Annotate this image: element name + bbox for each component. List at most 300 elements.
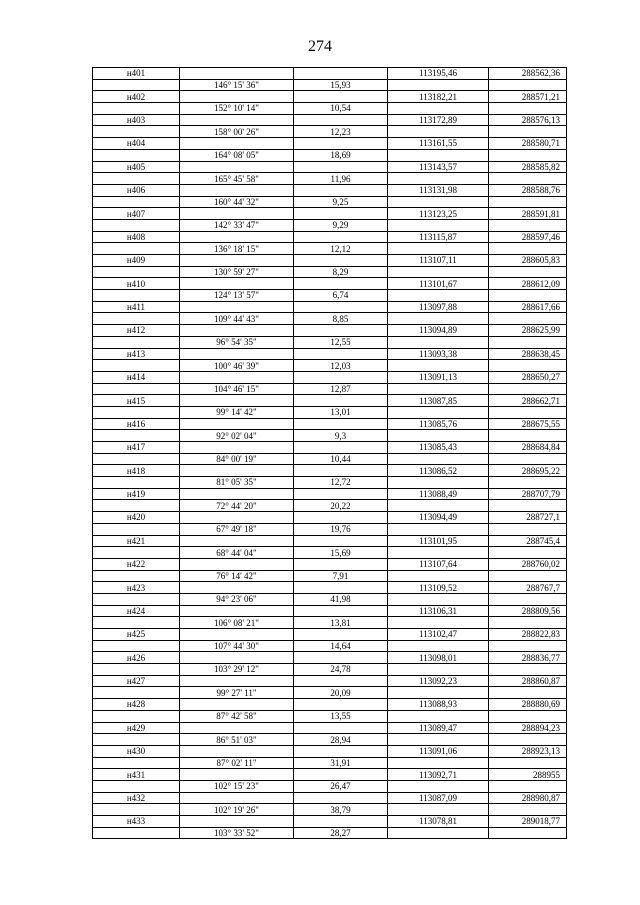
empty-cell xyxy=(388,547,489,559)
empty-cell xyxy=(388,780,489,792)
coordinate-y: 288707,79 xyxy=(489,488,567,500)
empty-cell xyxy=(180,325,294,337)
coordinate-y: 288809,56 xyxy=(489,605,567,617)
empty-cell xyxy=(489,477,567,489)
segment-distance: 13,55 xyxy=(294,710,388,722)
coordinate-y: 288597,46 xyxy=(489,231,567,243)
empty-cell xyxy=(388,313,489,325)
point-row xyxy=(93,652,567,664)
coordinate-x: 113089,47 xyxy=(388,722,489,734)
empty-cell xyxy=(180,465,294,477)
coordinate-x: 113094,89 xyxy=(388,325,489,337)
empty-cell xyxy=(489,336,567,348)
empty-cell xyxy=(294,582,388,594)
coordinate-y: 288662,71 xyxy=(489,395,567,407)
empty-cell xyxy=(294,535,388,547)
point-name: н428 xyxy=(93,699,180,711)
coordinate-x: 113102,47 xyxy=(388,629,489,641)
point-row xyxy=(93,184,567,196)
empty-cell xyxy=(294,278,388,290)
coordinate-x: 113115,87 xyxy=(388,231,489,243)
empty-cell xyxy=(489,523,567,535)
direction-angle: 87° 02' 11" xyxy=(180,757,294,769)
segment-distance: 28,27 xyxy=(294,827,388,839)
empty-cell xyxy=(93,406,180,418)
segment-distance: 31,91 xyxy=(294,757,388,769)
coordinate-x: 113123,25 xyxy=(388,208,489,220)
segment-row xyxy=(93,687,567,699)
segment-row xyxy=(93,406,567,418)
point-name: н432 xyxy=(93,792,180,804)
coordinate-x: 113097,88 xyxy=(388,301,489,313)
segment-row xyxy=(93,126,567,138)
empty-cell xyxy=(489,453,567,465)
coordinate-y: 288562,36 xyxy=(489,68,567,80)
empty-cell xyxy=(489,173,567,185)
coordinate-y: 288625,99 xyxy=(489,325,567,337)
empty-cell xyxy=(93,523,180,535)
empty-cell xyxy=(388,617,489,629)
empty-cell xyxy=(388,430,489,442)
empty-cell xyxy=(489,383,567,395)
coordinate-x: 113143,57 xyxy=(388,161,489,173)
point-name: н408 xyxy=(93,231,180,243)
empty-cell xyxy=(489,617,567,629)
point-row xyxy=(93,488,567,500)
empty-cell xyxy=(388,570,489,582)
empty-cell xyxy=(388,687,489,699)
coordinate-y: 288591,81 xyxy=(489,208,567,220)
point-name: н406 xyxy=(93,184,180,196)
point-row xyxy=(93,255,567,267)
coordinate-x: 113106,31 xyxy=(388,605,489,617)
empty-cell xyxy=(388,219,489,231)
segment-distance: 8,85 xyxy=(294,313,388,325)
empty-cell xyxy=(489,664,567,676)
segment-distance: 18,69 xyxy=(294,149,388,161)
empty-cell xyxy=(489,547,567,559)
point-row xyxy=(93,114,567,126)
segment-row xyxy=(93,290,567,302)
coordinate-y: 288955 xyxy=(489,769,567,781)
point-row xyxy=(93,208,567,220)
empty-cell xyxy=(93,79,180,91)
segment-distance: 10,44 xyxy=(294,453,388,465)
segment-row xyxy=(93,266,567,278)
empty-cell xyxy=(180,792,294,804)
direction-angle: 146° 15' 36" xyxy=(180,79,294,91)
empty-cell xyxy=(294,255,388,267)
segment-row xyxy=(93,780,567,792)
direction-angle: 99° 14' 42" xyxy=(180,406,294,418)
segment-row xyxy=(93,827,567,839)
direction-angle: 103° 29' 12" xyxy=(180,664,294,676)
empty-cell xyxy=(388,710,489,722)
point-row xyxy=(93,582,567,594)
coordinate-x: 113088,49 xyxy=(388,488,489,500)
empty-cell xyxy=(294,114,388,126)
empty-cell xyxy=(180,442,294,454)
segment-distance: 12,03 xyxy=(294,360,388,372)
direction-angle: 81° 05' 35" xyxy=(180,477,294,489)
coordinate-y: 288980,87 xyxy=(489,792,567,804)
segment-row xyxy=(93,313,567,325)
point-name: н401 xyxy=(93,68,180,80)
empty-cell xyxy=(294,816,388,828)
segment-row xyxy=(93,593,567,605)
segment-row xyxy=(93,336,567,348)
point-row xyxy=(93,605,567,617)
empty-cell xyxy=(180,816,294,828)
point-name: н422 xyxy=(93,558,180,570)
segment-distance: 10,54 xyxy=(294,103,388,115)
segment-distance: 9,25 xyxy=(294,196,388,208)
empty-cell xyxy=(489,406,567,418)
segment-row xyxy=(93,757,567,769)
direction-angle: 158° 00' 26" xyxy=(180,126,294,138)
empty-cell xyxy=(180,184,294,196)
empty-cell xyxy=(294,465,388,477)
direction-angle: 99° 27' 11" xyxy=(180,687,294,699)
empty-cell xyxy=(93,640,180,652)
empty-cell xyxy=(93,149,180,161)
empty-cell xyxy=(93,664,180,676)
coordinate-x: 113078,81 xyxy=(388,816,489,828)
coordinate-x: 113086,52 xyxy=(388,465,489,477)
coordinate-y: 288923,13 xyxy=(489,745,567,757)
empty-cell xyxy=(93,360,180,372)
empty-cell xyxy=(294,231,388,243)
coordinates-table xyxy=(92,67,567,839)
coordinate-x: 113091,13 xyxy=(388,371,489,383)
segment-distance: 6,74 xyxy=(294,290,388,302)
segment-distance: 20,09 xyxy=(294,687,388,699)
coordinate-y: 288880,69 xyxy=(489,699,567,711)
segment-row xyxy=(93,103,567,115)
empty-cell xyxy=(180,745,294,757)
point-row xyxy=(93,699,567,711)
empty-cell xyxy=(180,558,294,570)
point-row xyxy=(93,442,567,454)
empty-cell xyxy=(93,126,180,138)
segment-distance: 13,01 xyxy=(294,406,388,418)
segment-distance: 12,23 xyxy=(294,126,388,138)
point-name: н417 xyxy=(93,442,180,454)
coordinate-x: 113101,95 xyxy=(388,535,489,547)
empty-cell xyxy=(93,617,180,629)
empty-cell xyxy=(388,126,489,138)
empty-cell xyxy=(93,430,180,442)
empty-cell xyxy=(180,512,294,524)
segment-row xyxy=(93,173,567,185)
segment-row xyxy=(93,79,567,91)
empty-cell xyxy=(93,547,180,559)
empty-cell xyxy=(388,453,489,465)
coordinate-x: 113088,93 xyxy=(388,699,489,711)
direction-angle: 94° 23' 06" xyxy=(180,593,294,605)
empty-cell xyxy=(180,722,294,734)
direction-angle: 103° 33' 52" xyxy=(180,827,294,839)
point-name: н424 xyxy=(93,605,180,617)
empty-cell xyxy=(489,126,567,138)
point-name: н407 xyxy=(93,208,180,220)
empty-cell xyxy=(294,325,388,337)
empty-cell xyxy=(180,488,294,500)
segment-row xyxy=(93,500,567,512)
empty-cell xyxy=(294,138,388,150)
point-row xyxy=(93,816,567,828)
coordinate-x: 113101,67 xyxy=(388,278,489,290)
empty-cell xyxy=(489,149,567,161)
direction-angle: 124° 13' 57" xyxy=(180,290,294,302)
segment-row xyxy=(93,570,567,582)
point-name: н431 xyxy=(93,769,180,781)
empty-cell xyxy=(388,103,489,115)
empty-cell xyxy=(294,605,388,617)
direction-angle: 76° 14' 42" xyxy=(180,570,294,582)
segment-row xyxy=(93,219,567,231)
empty-cell xyxy=(388,523,489,535)
empty-cell xyxy=(180,114,294,126)
segment-distance: 41,98 xyxy=(294,593,388,605)
segment-row xyxy=(93,710,567,722)
empty-cell xyxy=(489,430,567,442)
empty-cell xyxy=(294,442,388,454)
coordinate-y: 288588,76 xyxy=(489,184,567,196)
empty-cell xyxy=(388,734,489,746)
coordinate-y: 288605,83 xyxy=(489,255,567,267)
segment-row xyxy=(93,360,567,372)
coordinate-y: 288576,13 xyxy=(489,114,567,126)
coordinates-table-body xyxy=(93,68,567,839)
empty-cell xyxy=(489,710,567,722)
point-name: н420 xyxy=(93,512,180,524)
point-name: н416 xyxy=(93,418,180,430)
coordinate-x: 113085,76 xyxy=(388,418,489,430)
point-row xyxy=(93,301,567,313)
empty-cell xyxy=(180,231,294,243)
coordinate-y: 288836,77 xyxy=(489,652,567,664)
direction-angle: 107° 44' 30" xyxy=(180,640,294,652)
point-name: н410 xyxy=(93,278,180,290)
empty-cell xyxy=(388,804,489,816)
coordinate-y: 288585,82 xyxy=(489,161,567,173)
coordinate-y: 288580,71 xyxy=(489,138,567,150)
segment-distance: 12,55 xyxy=(294,336,388,348)
direction-angle: 102° 15' 23" xyxy=(180,780,294,792)
point-row xyxy=(93,629,567,641)
empty-cell xyxy=(180,675,294,687)
coordinate-x: 113131,98 xyxy=(388,184,489,196)
empty-cell xyxy=(93,383,180,395)
segment-row xyxy=(93,383,567,395)
point-row xyxy=(93,558,567,570)
empty-cell xyxy=(294,161,388,173)
point-name: н404 xyxy=(93,138,180,150)
point-row xyxy=(93,371,567,383)
page-number: 274 xyxy=(308,38,332,55)
coordinate-y: 288822,83 xyxy=(489,629,567,641)
empty-cell xyxy=(180,535,294,547)
empty-cell xyxy=(180,652,294,664)
empty-cell xyxy=(489,687,567,699)
empty-cell xyxy=(388,196,489,208)
point-row xyxy=(93,278,567,290)
empty-cell xyxy=(180,582,294,594)
coordinate-x: 113087,85 xyxy=(388,395,489,407)
point-name: н403 xyxy=(93,114,180,126)
empty-cell xyxy=(489,640,567,652)
empty-cell xyxy=(388,243,489,255)
empty-cell xyxy=(93,453,180,465)
point-row xyxy=(93,792,567,804)
point-name: н405 xyxy=(93,161,180,173)
empty-cell xyxy=(294,699,388,711)
empty-cell xyxy=(93,219,180,231)
coordinate-x: 113107,64 xyxy=(388,558,489,570)
direction-angle: 106° 08' 21" xyxy=(180,617,294,629)
coordinate-y: 288684,84 xyxy=(489,442,567,454)
empty-cell xyxy=(93,196,180,208)
coordinate-y: 288745,4 xyxy=(489,535,567,547)
empty-cell xyxy=(180,138,294,150)
empty-cell xyxy=(489,243,567,255)
point-name: н415 xyxy=(93,395,180,407)
empty-cell xyxy=(93,687,180,699)
empty-cell xyxy=(489,290,567,302)
direction-angle: 67° 49' 18" xyxy=(180,523,294,535)
empty-cell xyxy=(489,360,567,372)
coordinate-y: 288571,21 xyxy=(489,91,567,103)
empty-cell xyxy=(388,827,489,839)
point-name: н419 xyxy=(93,488,180,500)
segment-distance: 28,94 xyxy=(294,734,388,746)
empty-cell xyxy=(93,500,180,512)
empty-cell xyxy=(489,219,567,231)
empty-cell xyxy=(489,570,567,582)
point-name: н411 xyxy=(93,301,180,313)
point-row xyxy=(93,722,567,734)
empty-cell xyxy=(93,710,180,722)
segment-distance: 9,29 xyxy=(294,219,388,231)
empty-cell xyxy=(294,68,388,80)
direction-angle: 160° 44' 32" xyxy=(180,196,294,208)
segment-distance: 13,81 xyxy=(294,617,388,629)
empty-cell xyxy=(294,512,388,524)
empty-cell xyxy=(294,652,388,664)
segment-row xyxy=(93,477,567,489)
coordinate-x: 113107,11 xyxy=(388,255,489,267)
empty-cell xyxy=(489,757,567,769)
empty-cell xyxy=(294,301,388,313)
point-name: н418 xyxy=(93,465,180,477)
segment-distance: 9,3 xyxy=(294,430,388,442)
segment-distance: 26,47 xyxy=(294,780,388,792)
coordinate-x: 113161,55 xyxy=(388,138,489,150)
empty-cell xyxy=(489,804,567,816)
direction-angle: 87° 42' 58" xyxy=(180,710,294,722)
segment-row xyxy=(93,149,567,161)
empty-cell xyxy=(388,383,489,395)
empty-cell xyxy=(294,395,388,407)
empty-cell xyxy=(180,208,294,220)
coordinate-x: 113182,21 xyxy=(388,91,489,103)
empty-cell xyxy=(180,161,294,173)
coordinate-y: 288695,22 xyxy=(489,465,567,477)
direction-angle: 102° 19' 26" xyxy=(180,804,294,816)
empty-cell xyxy=(388,500,489,512)
coordinate-x: 113098,01 xyxy=(388,652,489,664)
coordinate-x: 113172,89 xyxy=(388,114,489,126)
empty-cell xyxy=(388,640,489,652)
empty-cell xyxy=(489,593,567,605)
point-row xyxy=(93,68,567,80)
segment-distance: 12,87 xyxy=(294,383,388,395)
coordinate-x: 113093,38 xyxy=(388,348,489,360)
direction-angle: 130° 59' 27" xyxy=(180,266,294,278)
point-name: н409 xyxy=(93,255,180,267)
empty-cell xyxy=(294,558,388,570)
empty-cell xyxy=(93,757,180,769)
empty-cell xyxy=(93,570,180,582)
segment-row xyxy=(93,664,567,676)
point-name: н412 xyxy=(93,325,180,337)
empty-cell xyxy=(93,593,180,605)
coordinate-y: 288894,23 xyxy=(489,722,567,734)
point-row xyxy=(93,348,567,360)
direction-angle: 152° 10' 14" xyxy=(180,103,294,115)
segment-row xyxy=(93,804,567,816)
empty-cell xyxy=(180,395,294,407)
point-name: н425 xyxy=(93,629,180,641)
segment-row xyxy=(93,640,567,652)
empty-cell xyxy=(388,477,489,489)
empty-cell xyxy=(489,313,567,325)
empty-cell xyxy=(489,734,567,746)
direction-angle: 109° 44' 43" xyxy=(180,313,294,325)
segment-distance: 15,69 xyxy=(294,547,388,559)
empty-cell xyxy=(180,348,294,360)
point-row xyxy=(93,465,567,477)
empty-cell xyxy=(93,477,180,489)
empty-cell xyxy=(489,103,567,115)
empty-cell xyxy=(294,769,388,781)
segment-row xyxy=(93,523,567,535)
coordinate-y: 288767,7 xyxy=(489,582,567,594)
segment-row xyxy=(93,243,567,255)
empty-cell xyxy=(93,290,180,302)
coordinate-y: 288612,09 xyxy=(489,278,567,290)
point-row xyxy=(93,231,567,243)
empty-cell xyxy=(489,266,567,278)
direction-angle: 100° 46' 39" xyxy=(180,360,294,372)
empty-cell xyxy=(294,629,388,641)
point-row xyxy=(93,161,567,173)
empty-cell xyxy=(388,266,489,278)
direction-angle: 142° 33' 47" xyxy=(180,219,294,231)
coordinate-y: 288617,66 xyxy=(489,301,567,313)
empty-cell xyxy=(180,278,294,290)
empty-cell xyxy=(489,827,567,839)
direction-angle: 72° 44' 20" xyxy=(180,500,294,512)
segment-distance: 14,64 xyxy=(294,640,388,652)
empty-cell xyxy=(93,266,180,278)
empty-cell xyxy=(489,780,567,792)
empty-cell xyxy=(180,91,294,103)
direction-angle: 92° 02' 04" xyxy=(180,430,294,442)
empty-cell xyxy=(180,629,294,641)
coordinate-x: 113091,06 xyxy=(388,745,489,757)
